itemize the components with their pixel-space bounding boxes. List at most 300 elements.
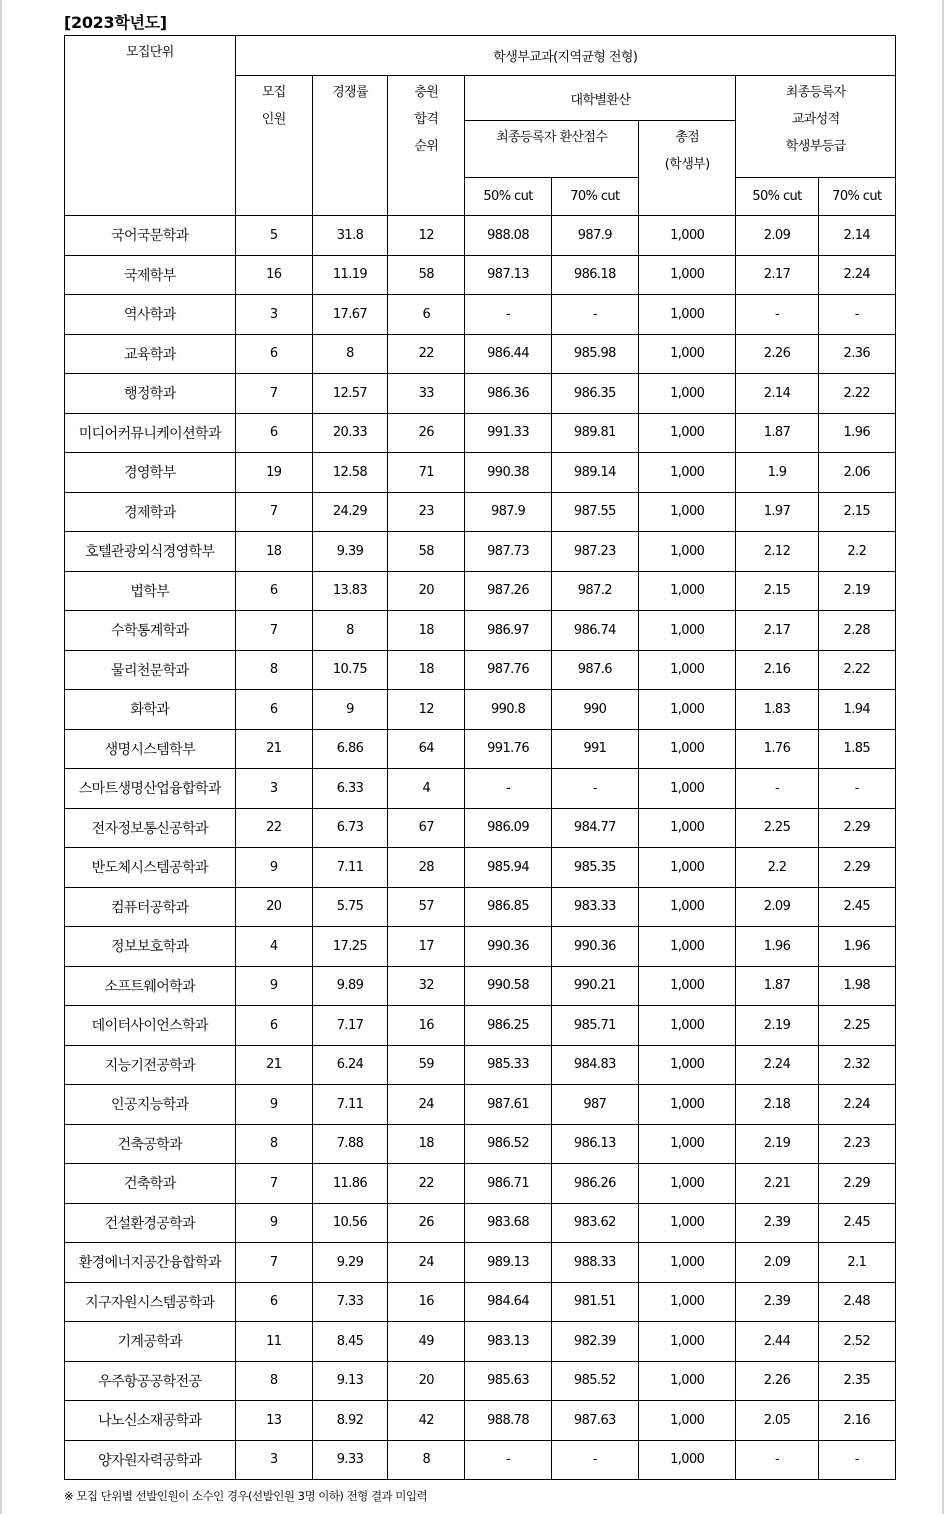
header-quota: 모집 인원 [235,76,312,216]
grade-70cut-cell: - [818,1440,895,1480]
grade-70cut-cell: 2.45 [818,1203,895,1243]
grade-70cut-cell: 2.06 [818,453,895,493]
score-70cut-cell: 982.39 [551,1322,638,1362]
table-row [65,650,896,690]
dept-cell: 소프트웨어학과 [65,966,236,1006]
score-50cut-cell: 987.61 [465,1085,551,1125]
waitlist-rank-cell: 4 [388,769,465,809]
competition-cell: 9.33 [312,1440,387,1480]
score-50cut-cell: - [465,769,551,809]
grade-70cut-cell: 1.85 [818,729,895,769]
header-grade-50cut: 50% cut [736,178,818,216]
total-cell: 1,000 [639,453,736,493]
score-50cut-cell: 987.13 [465,255,551,295]
total-cell: 1,000 [639,729,736,769]
score-50cut-cell: 986.25 [465,1006,551,1046]
total-cell: 1,000 [639,1282,736,1322]
competition-cell: 7.88 [312,1124,387,1164]
competition-cell: 7.11 [312,1085,387,1125]
score-50cut-cell: - [465,295,551,335]
grade-70cut-cell: 2.29 [818,848,895,888]
table-row [65,1282,896,1322]
grade-50cut-cell: 2.26 [736,1361,818,1401]
competition-cell: 7.17 [312,1006,387,1046]
waitlist-rank-cell: 58 [388,532,465,572]
competition-cell: 9.39 [312,532,387,572]
score-70cut-cell: 985.52 [551,1361,638,1401]
quota-cell: 6 [235,1282,312,1322]
waitlist-rank-cell: 32 [388,966,465,1006]
table-row [65,1203,896,1243]
score-50cut-cell: 987.76 [465,650,551,690]
waitlist-rank-cell: 24 [388,1085,465,1125]
grade-50cut-cell: 1.83 [736,690,818,730]
grade-50cut-cell: 1.96 [736,927,818,967]
waitlist-rank-cell: 23 [388,492,465,532]
waitlist-rank-cell: 12 [388,216,465,256]
table-row [65,1401,896,1441]
competition-cell: 6.33 [312,769,387,809]
competition-cell: 10.75 [312,650,387,690]
quota-cell: 21 [235,729,312,769]
dept-cell: 인공지능학과 [65,1085,236,1125]
grade-50cut-cell: 2.39 [736,1203,818,1243]
total-cell: 1,000 [639,413,736,453]
dept-cell: 데이터사이언스학과 [65,1006,236,1046]
score-70cut-cell: 986.26 [551,1164,638,1204]
grade-70cut-cell: 2.29 [818,1164,895,1204]
waitlist-rank-cell: 57 [388,887,465,927]
table-row [65,690,896,730]
waitlist-rank-cell: 12 [388,690,465,730]
table-row [65,927,896,967]
quota-cell: 6 [235,1006,312,1046]
quota-cell: 7 [235,1243,312,1283]
score-50cut-cell: 985.63 [465,1361,551,1401]
grade-50cut-cell: 2.15 [736,571,818,611]
waitlist-rank-cell: 49 [388,1322,465,1362]
table-row [65,295,896,335]
grade-70cut-cell: 2.15 [818,492,895,532]
quota-cell: 6 [235,571,312,611]
waitlist-rank-cell: 18 [388,1124,465,1164]
waitlist-rank-cell: 18 [388,650,465,690]
total-cell: 1,000 [639,1440,736,1480]
grade-70cut-cell: 2.29 [818,808,895,848]
competition-cell: 5.75 [312,887,387,927]
dept-cell: 컴퓨터공학과 [65,887,236,927]
grade-50cut-cell: 2.05 [736,1401,818,1441]
waitlist-rank-cell: 22 [388,1164,465,1204]
competition-cell: 31.8 [312,216,387,256]
waitlist-rank-cell: 26 [388,1203,465,1243]
table-row [65,374,896,414]
total-cell: 1,000 [639,492,736,532]
grade-70cut-cell: 2.22 [818,650,895,690]
dept-cell: 반도체시스템공학과 [65,848,236,888]
competition-cell: 8.92 [312,1401,387,1441]
competition-cell: 9.29 [312,1243,387,1283]
competition-cell: 9.89 [312,966,387,1006]
competition-cell: 11.19 [312,255,387,295]
grade-50cut-cell: 2.17 [736,255,818,295]
score-50cut-cell: 986.97 [465,611,551,651]
table-row [65,1164,896,1204]
quota-cell: 7 [235,611,312,651]
header-unit: 모집단위 [65,36,236,216]
total-cell: 1,000 [639,216,736,256]
waitlist-rank-cell: 16 [388,1006,465,1046]
grade-50cut-cell: 2.14 [736,374,818,414]
header-univ-conversion: 대학별환산 [465,76,736,121]
score-50cut-cell: 984.64 [465,1282,551,1322]
grade-70cut-cell: 1.98 [818,966,895,1006]
score-50cut-cell: 990.58 [465,966,551,1006]
grade-70cut-cell: 2.45 [818,887,895,927]
grade-70cut-cell: 2.22 [818,374,895,414]
total-cell: 1,000 [639,927,736,967]
grade-70cut-cell: 1.96 [818,927,895,967]
waitlist-rank-cell: 26 [388,413,465,453]
total-cell: 1,000 [639,1322,736,1362]
score-50cut-cell: 985.94 [465,848,551,888]
score-70cut-cell: 990.36 [551,927,638,967]
quota-cell: 9 [235,848,312,888]
quota-cell: 20 [235,887,312,927]
quota-cell: 11 [235,1322,312,1362]
score-70cut-cell: 986.18 [551,255,638,295]
competition-cell: 8 [312,611,387,651]
grade-70cut-cell: 2.14 [818,216,895,256]
total-cell: 1,000 [639,295,736,335]
score-70cut-cell: 990.21 [551,966,638,1006]
score-70cut-cell: 991 [551,729,638,769]
grade-50cut-cell: 2.19 [736,1006,818,1046]
quota-cell: 22 [235,808,312,848]
score-50cut-cell: 987.26 [465,571,551,611]
grade-70cut-cell: 2.28 [818,611,895,651]
grade-50cut-cell: 2.44 [736,1322,818,1362]
dept-cell: 역사학과 [65,295,236,335]
table-row [65,532,896,572]
score-70cut-cell: 987.23 [551,532,638,572]
total-cell: 1,000 [639,255,736,295]
quota-cell: 6 [235,690,312,730]
score-70cut-cell: 985.71 [551,1006,638,1046]
dept-cell: 국어국문학과 [65,216,236,256]
total-cell: 1,000 [639,769,736,809]
grade-70cut-cell: 1.96 [818,413,895,453]
grade-50cut-cell: 2.09 [736,216,818,256]
competition-cell: 10.56 [312,1203,387,1243]
score-70cut-cell: - [551,1440,638,1480]
table-row [65,1006,896,1046]
grade-50cut-cell: 2.17 [736,611,818,651]
grade-70cut-cell: 2.2 [818,532,895,572]
dept-cell: 교육학과 [65,334,236,374]
waitlist-rank-cell: 64 [388,729,465,769]
grade-70cut-cell: 2.35 [818,1361,895,1401]
table-row [65,611,896,651]
table-row [65,966,896,1006]
grade-50cut-cell: - [736,295,818,335]
quota-cell: 6 [235,334,312,374]
waitlist-rank-cell: 71 [388,453,465,493]
grade-70cut-cell: 2.48 [818,1282,895,1322]
waitlist-rank-cell: 20 [388,571,465,611]
dept-cell: 행정학과 [65,374,236,414]
total-cell: 1,000 [639,1006,736,1046]
dept-cell: 경제학과 [65,492,236,532]
score-70cut-cell: - [551,295,638,335]
left-edge [0,0,2,1514]
table-row [65,1124,896,1164]
total-cell: 1,000 [639,808,736,848]
total-cell: 1,000 [639,650,736,690]
grade-50cut-cell: 2.18 [736,1085,818,1125]
grade-50cut-cell: 1.87 [736,413,818,453]
quota-cell: 9 [235,1085,312,1125]
table-body [65,216,896,1480]
header-score-50cut: 50% cut [465,178,551,216]
grade-70cut-cell: 2.19 [818,571,895,611]
waitlist-rank-cell: 28 [388,848,465,888]
score-50cut-cell: 986.36 [465,374,551,414]
table-row [65,1243,896,1283]
grade-70cut-cell: - [818,769,895,809]
score-50cut-cell: 991.76 [465,729,551,769]
total-cell: 1,000 [639,611,736,651]
score-50cut-cell: 988.78 [465,1401,551,1441]
score-50cut-cell: 985.33 [465,1045,551,1085]
competition-cell: 11.86 [312,1164,387,1204]
dept-cell: 호텔관광외식경영학부 [65,532,236,572]
table-row [65,255,896,295]
grade-50cut-cell: 1.97 [736,492,818,532]
score-70cut-cell: - [551,769,638,809]
quota-cell: 3 [235,295,312,335]
total-cell: 1,000 [639,966,736,1006]
grade-70cut-cell: 2.24 [818,1085,895,1125]
total-cell: 1,000 [639,887,736,927]
waitlist-rank-cell: 42 [388,1401,465,1441]
waitlist-rank-cell: 59 [388,1045,465,1085]
competition-cell: 17.25 [312,927,387,967]
quota-cell: 7 [235,492,312,532]
score-70cut-cell: 986.74 [551,611,638,651]
score-50cut-cell: 990.36 [465,927,551,967]
dept-cell: 기계공학과 [65,1322,236,1362]
dept-cell: 지능기전공학과 [65,1045,236,1085]
grade-50cut-cell: 2.16 [736,650,818,690]
grade-50cut-cell: - [736,1440,818,1480]
waitlist-rank-cell: 16 [388,1282,465,1322]
grade-70cut-cell: 2.1 [818,1243,895,1283]
competition-cell: 6.24 [312,1045,387,1085]
dept-cell: 건축학과 [65,1164,236,1204]
dept-cell: 우주항공공학전공 [65,1361,236,1401]
quota-cell: 4 [235,927,312,967]
dept-cell: 수학통계학과 [65,611,236,651]
quota-cell: 9 [235,1203,312,1243]
score-70cut-cell: 985.35 [551,848,638,888]
grade-50cut-cell: 2.12 [736,532,818,572]
page-title: [2023학년도] [64,13,167,32]
grade-70cut-cell: 1.94 [818,690,895,730]
score-50cut-cell: 986.09 [465,808,551,848]
competition-cell: 13.83 [312,571,387,611]
total-cell: 1,000 [639,1243,736,1283]
score-50cut-cell: 986.71 [465,1164,551,1204]
competition-cell: 7.11 [312,848,387,888]
quota-cell: 3 [235,1440,312,1480]
score-50cut-cell: 986.85 [465,887,551,927]
table-row [65,729,896,769]
dept-cell: 정보보호학과 [65,927,236,967]
competition-cell: 9 [312,690,387,730]
header-waitlist-rank: 충원 합격 순위 [388,76,465,216]
total-cell: 1,000 [639,848,736,888]
header-final-grades: 최종등록자 교과성적 학생부등급 [736,76,896,178]
grade-70cut-cell: 2.24 [818,255,895,295]
grade-50cut-cell: 2.39 [736,1282,818,1322]
grade-50cut-cell: 2.2 [736,848,818,888]
quota-cell: 6 [235,413,312,453]
grade-70cut-cell: 2.25 [818,1006,895,1046]
grade-70cut-cell: 2.16 [818,1401,895,1441]
quota-cell: 8 [235,1361,312,1401]
score-50cut-cell: - [465,1440,551,1480]
dept-cell: 건설환경공학과 [65,1203,236,1243]
competition-cell: 24.29 [312,492,387,532]
table-row [65,1085,896,1125]
score-50cut-cell: 983.68 [465,1203,551,1243]
grade-70cut-cell: 2.36 [818,334,895,374]
total-cell: 1,000 [639,1085,736,1125]
grade-70cut-cell: 2.32 [818,1045,895,1085]
quota-cell: 13 [235,1401,312,1441]
total-cell: 1,000 [639,1164,736,1204]
waitlist-rank-cell: 18 [388,611,465,651]
header-score-70cut: 70% cut [551,178,638,216]
dept-cell: 법학부 [65,571,236,611]
dept-cell: 건축공학과 [65,1124,236,1164]
score-50cut-cell: 987.73 [465,532,551,572]
score-50cut-cell: 989.13 [465,1243,551,1283]
score-50cut-cell: 986.52 [465,1124,551,1164]
score-70cut-cell: 987.63 [551,1401,638,1441]
footnote: ※ 모집 단위별 선발인원이 소수인 경우(선발인원 3명 이하) 전형 결과 미입력 [64,1489,428,1503]
dept-cell: 스마트생명산업융합학과 [65,769,236,809]
competition-cell: 12.57 [312,374,387,414]
dept-cell: 물리천문학과 [65,650,236,690]
header-group: 학생부교과(지역균형 전형) [235,36,895,76]
table-row [65,769,896,809]
dept-cell: 국제학부 [65,255,236,295]
total-cell: 1,000 [639,374,736,414]
table-row [65,808,896,848]
total-cell: 1,000 [639,532,736,572]
table-row [65,1322,896,1362]
table-row [65,1045,896,1085]
quota-cell: 7 [235,374,312,414]
grade-70cut-cell: 2.23 [818,1124,895,1164]
quota-cell: 21 [235,1045,312,1085]
score-70cut-cell: 988.33 [551,1243,638,1283]
score-50cut-cell: 990.8 [465,690,551,730]
waitlist-rank-cell: 58 [388,255,465,295]
table-row [65,1361,896,1401]
quota-cell: 16 [235,255,312,295]
grade-50cut-cell: - [736,769,818,809]
score-70cut-cell: 987.2 [551,571,638,611]
total-cell: 1,000 [639,1203,736,1243]
competition-cell: 9.13 [312,1361,387,1401]
grade-50cut-cell: 1.87 [736,966,818,1006]
score-70cut-cell: 989.14 [551,453,638,493]
score-70cut-cell: 985.98 [551,334,638,374]
quota-cell: 18 [235,532,312,572]
score-50cut-cell: 988.08 [465,216,551,256]
waitlist-rank-cell: 6 [388,295,465,335]
header-final-converted: 최종등록자 환산점수 [465,121,639,178]
total-cell: 1,000 [639,1045,736,1085]
table-row [65,216,896,256]
grade-50cut-cell: 1.76 [736,729,818,769]
grade-50cut-cell: 2.24 [736,1045,818,1085]
total-cell: 1,000 [639,571,736,611]
competition-cell: 17.67 [312,295,387,335]
total-cell: 1,000 [639,1401,736,1441]
quota-cell: 9 [235,966,312,1006]
score-50cut-cell: 990.38 [465,453,551,493]
score-50cut-cell: 983.13 [465,1322,551,1362]
dept-cell: 미디어커뮤니케이션학과 [65,413,236,453]
score-50cut-cell: 987.9 [465,492,551,532]
waitlist-rank-cell: 67 [388,808,465,848]
waitlist-rank-cell: 17 [388,927,465,967]
total-cell: 1,000 [639,1361,736,1401]
waitlist-rank-cell: 33 [388,374,465,414]
competition-cell: 8 [312,334,387,374]
grade-50cut-cell: 2.19 [736,1124,818,1164]
waitlist-rank-cell: 22 [388,334,465,374]
score-70cut-cell: 984.83 [551,1045,638,1085]
grade-70cut-cell: - [818,295,895,335]
table-row [65,571,896,611]
score-70cut-cell: 986.35 [551,374,638,414]
score-70cut-cell: 984.77 [551,808,638,848]
dept-cell: 생명시스템학부 [65,729,236,769]
grade-50cut-cell: 2.26 [736,334,818,374]
dept-cell: 지구자원시스템공학과 [65,1282,236,1322]
competition-cell: 8.45 [312,1322,387,1362]
grade-70cut-cell: 2.52 [818,1322,895,1362]
competition-cell: 12.58 [312,453,387,493]
score-70cut-cell: 983.62 [551,1203,638,1243]
competition-cell: 6.86 [312,729,387,769]
grade-50cut-cell: 2.21 [736,1164,818,1204]
total-cell: 1,000 [639,334,736,374]
table-row [65,334,896,374]
table-row [65,453,896,493]
waitlist-rank-cell: 24 [388,1243,465,1283]
total-cell: 1,000 [639,690,736,730]
score-70cut-cell: 987.6 [551,650,638,690]
grade-50cut-cell: 2.09 [736,887,818,927]
quota-cell: 8 [235,650,312,690]
grade-50cut-cell: 2.09 [736,1243,818,1283]
